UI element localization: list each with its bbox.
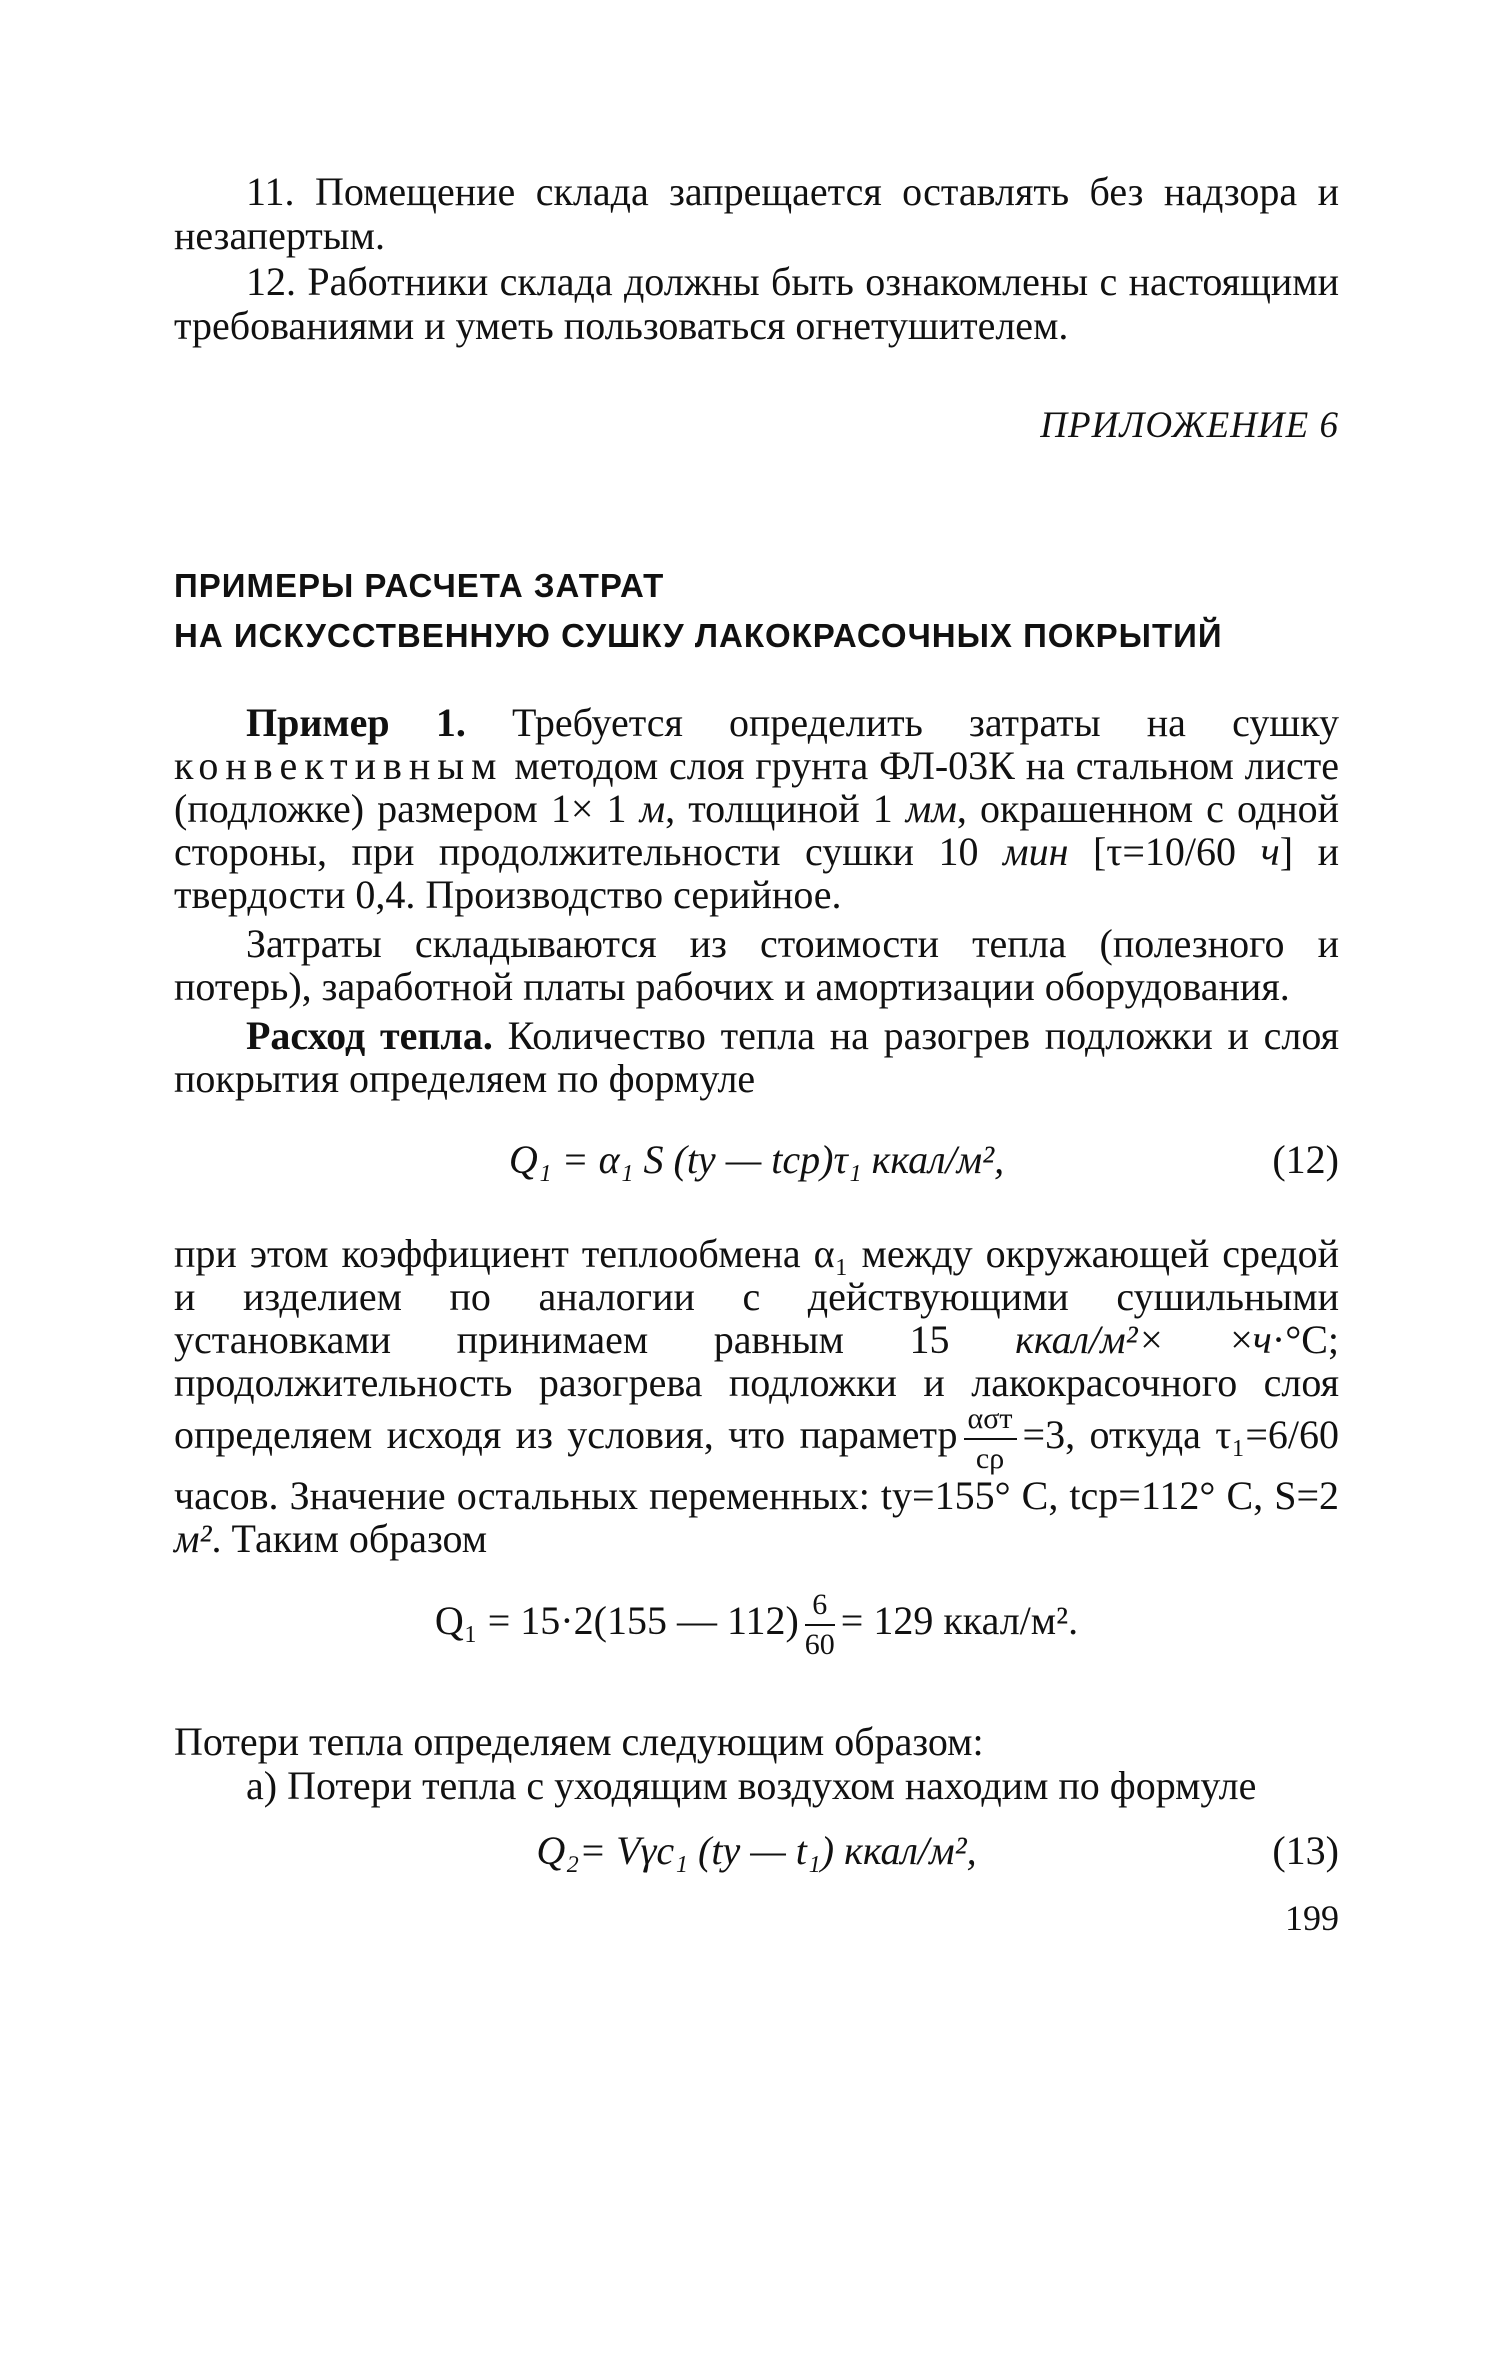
formula-13-expr: Q₂= Vγc₁ (tу — t₁) ккал/м²,	[536, 1828, 977, 1873]
page-content	[174, 169, 1340, 1938]
formula-12-number: (12)	[1272, 1137, 1339, 1182]
emphasized-word: конвективным	[174, 743, 504, 788]
item-11: 11. Помещение склада запрещается оставлять без надзора и незапертым.	[174, 169, 1339, 258]
formula-calc-expr: Q₁ = 15·2(155 — 112) $\frac{6}{60}$ = 129 ккал/м².	[434, 1588, 1079, 1661]
parameter-fraction: $\frac{\text{ασт}}{c\rho}$	[964, 1404, 1017, 1474]
formula-12-expr: Q₁ = α₁ S (tу — tср)τ₁ ккал/м²,	[508, 1137, 1005, 1182]
formula-12	[174, 1136, 1339, 1196]
losses-item-a: а) Потери тепла с уходящим воздухом находим по формуле	[246, 1763, 1257, 1808]
formula-13-number: (13)	[1272, 1828, 1339, 1873]
formula-13	[174, 1827, 1339, 1887]
heading-line-1: ПРИМЕРЫ РАСЧЕТА ЗАТРАТ	[174, 567, 665, 604]
section-heading	[174, 561, 1339, 661]
appendix-label: ПРИЛОЖЕНИЕ 6	[1040, 405, 1339, 446]
heat-label: Расход тепла.	[246, 1013, 493, 1058]
item-12: 12. Работники склада должны быть ознакомлены с настоящими требованиями и уметь пользоваться огнетушителем.	[174, 259, 1339, 348]
page-number: 199	[1285, 1898, 1339, 1938]
example-1-paragraph: Пример 1. Требуется определить затраты на сушку конвективным методом слоя грунта ФЛ-03К на стальном листе (подложке) размером 1× 1 м, толщиной 1 мм, окрашенном с одной стороны, при продолжительности сушки 10 мин [τ=10/60 ч] и твердости 0,4. Производство серийное.	[174, 700, 1340, 917]
formula-calculation	[174, 1590, 1339, 1680]
calc-fraction: $\frac{6}{60}$	[804, 1588, 835, 1661]
coefficient-paragraph: при этом коэффициент теплообмена α₁ между окружающей средой и изделием по аналогии с действующими сушильными установками принимаем равным 15 ккал/м²× ×ч·°С; продолжительность разогрева подложки и лакокрасочного слоя определяем исходя из условия, что параметр $\frac{\text{ασт}}{c\rho}$ =3, откуда τ₁=6/60 часов. Значение остальных переменных: tу=155° С, tср=112° С, S=2 м². Таким образом	[174, 1231, 1339, 1561]
heat-paragraph: Расход тепла. Количество тепла на разогрев подложки и слоя покрытия определяем по формуле	[174, 1013, 1339, 1101]
example-1-label: Пример 1.	[246, 700, 466, 745]
costs-paragraph: Затраты складываются из стоимости тепла (полезного и потерь), заработной платы рабочих и амортизации оборудования.	[174, 921, 1339, 1009]
losses-intro: Потери тепла определяем следующим образом:	[174, 1719, 984, 1764]
heading-line-2: НА ИСКУССТВЕННУЮ СУШКУ ЛАКОКРАСОЧНЫХ ПОКРЫТИЙ	[174, 617, 1223, 654]
